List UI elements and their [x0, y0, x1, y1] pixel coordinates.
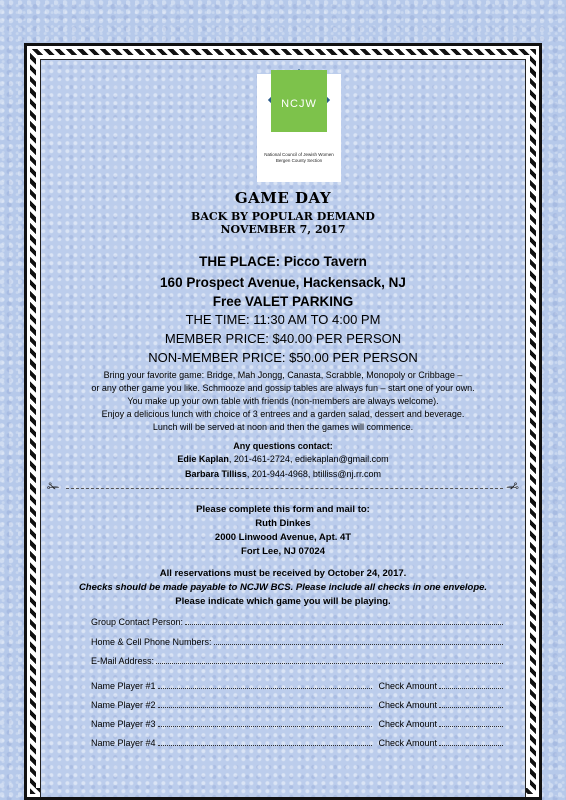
scissors-icon: ✁ — [506, 479, 519, 496]
event-address: 160 Prospect Avenue, Hackensack, NJ — [160, 275, 406, 290]
check-amount-label: Check Amount — [378, 738, 437, 748]
fill-line[interactable] — [158, 744, 373, 746]
checks-note: Checks should be made payable to NCJW BCS. Please include all checks in one envelope. — [78, 582, 488, 593]
description-line: or any other game you like. Schmooze and gossip tables are always fun – start one of your own. — [91, 383, 475, 393]
page-title: GAME DAY — [234, 189, 332, 207]
event-date: NOVEMBER 7, 2017 — [220, 223, 346, 236]
logo-caption-line1: National Council of Jewish Women — [264, 152, 334, 157]
fill-line[interactable] — [439, 744, 503, 746]
fill-line[interactable] — [156, 662, 503, 664]
page-subtitle: BACK BY POPULAR DEMAND — [191, 210, 375, 223]
check-amount-label: Check Amount — [378, 719, 437, 729]
logo-caption — [257, 152, 341, 164]
deadline-note: All reservations must be received by October 24, 2017. — [159, 568, 407, 579]
fill-line[interactable] — [439, 725, 503, 727]
flyer-frame — [24, 43, 542, 800]
contact-info: , 201-461-2724, ediekaplan@gmail.com — [228, 454, 389, 464]
logo-initials: NCJW — [281, 98, 317, 110]
scissors-icon: ✁ — [47, 479, 60, 496]
description-line: Lunch will be served at noon and then the games will commence. — [152, 422, 414, 432]
fill-line[interactable] — [185, 623, 503, 625]
player-row[interactable] — [91, 719, 505, 729]
player-row[interactable] — [91, 700, 505, 710]
group-contact-field[interactable] — [91, 617, 505, 627]
contact-name: Barbara Tilliss — [184, 469, 247, 479]
contact-barbara — [41, 469, 525, 479]
game-note: Please indicate which game you will be playing. — [175, 596, 391, 607]
field-label: E-Mail Address: — [91, 656, 155, 666]
description-line: You make up your own table with friends (non-members are always welcome). — [127, 396, 439, 406]
contacts-heading: Any questions contact: — [233, 441, 333, 451]
field-label: Home & Cell Phone Numbers: — [91, 637, 212, 647]
member-price: MEMBER PRICE: $40.00 PER PERSON — [164, 331, 402, 346]
email-field[interactable] — [91, 656, 505, 666]
fill-line[interactable] — [158, 725, 373, 727]
event-description — [41, 369, 525, 434]
fill-line[interactable] — [439, 706, 503, 708]
ncjw-logo — [257, 74, 341, 182]
check-amount-label: Check Amount — [378, 700, 437, 710]
cut-line — [66, 488, 503, 489]
phone-field[interactable] — [91, 637, 505, 647]
mail-street: 2000 Linwood Avenue, Apt. 4T — [214, 532, 352, 543]
mail-name: Ruth Dinkes — [255, 518, 311, 529]
fill-line[interactable] — [158, 706, 373, 708]
description-line: Bring your favorite game: Bridge, Mah Jongg, Canasta, Scrabble, Monopoly or Cribbage – — [103, 370, 463, 380]
description-line: Enjoy a delicious lunch with choice of 3 entrees and a garden salad, dessert and beverage. — [101, 409, 465, 419]
logo-caption-line2: Bergen County Section — [275, 158, 323, 163]
player-label: Name Player #3 — [91, 719, 156, 729]
mail-heading: Please complete this form and mail to: — [196, 504, 370, 515]
event-place: THE PLACE: Picco Tavern — [199, 254, 367, 269]
field-label: Group Contact Person: — [91, 617, 184, 627]
contact-name: Edie Kaplan — [177, 454, 229, 464]
player-label: Name Player #4 — [91, 738, 156, 748]
fill-line[interactable] — [439, 687, 503, 689]
contact-edie — [41, 454, 525, 464]
contact-info: , 201-944-4968, btilliss@nj.rr.com — [246, 469, 382, 479]
fill-line[interactable] — [158, 687, 373, 689]
player-label: Name Player #1 — [91, 681, 156, 691]
check-amount-label: Check Amount — [378, 681, 437, 691]
event-parking: Free VALET PARKING — [212, 294, 354, 309]
player-label: Name Player #2 — [91, 700, 156, 710]
nonmember-price: NON-MEMBER PRICE: $50.00 PER PERSON — [148, 350, 418, 365]
player-row[interactable] — [91, 738, 505, 748]
flyer-content — [40, 59, 526, 797]
player-row[interactable] — [91, 681, 505, 691]
fill-line[interactable] — [214, 643, 503, 645]
event-time: THE TIME: 11:30 AM TO 4:00 PM — [185, 312, 381, 327]
mail-city: Fort Lee, NJ 07024 — [241, 546, 325, 557]
